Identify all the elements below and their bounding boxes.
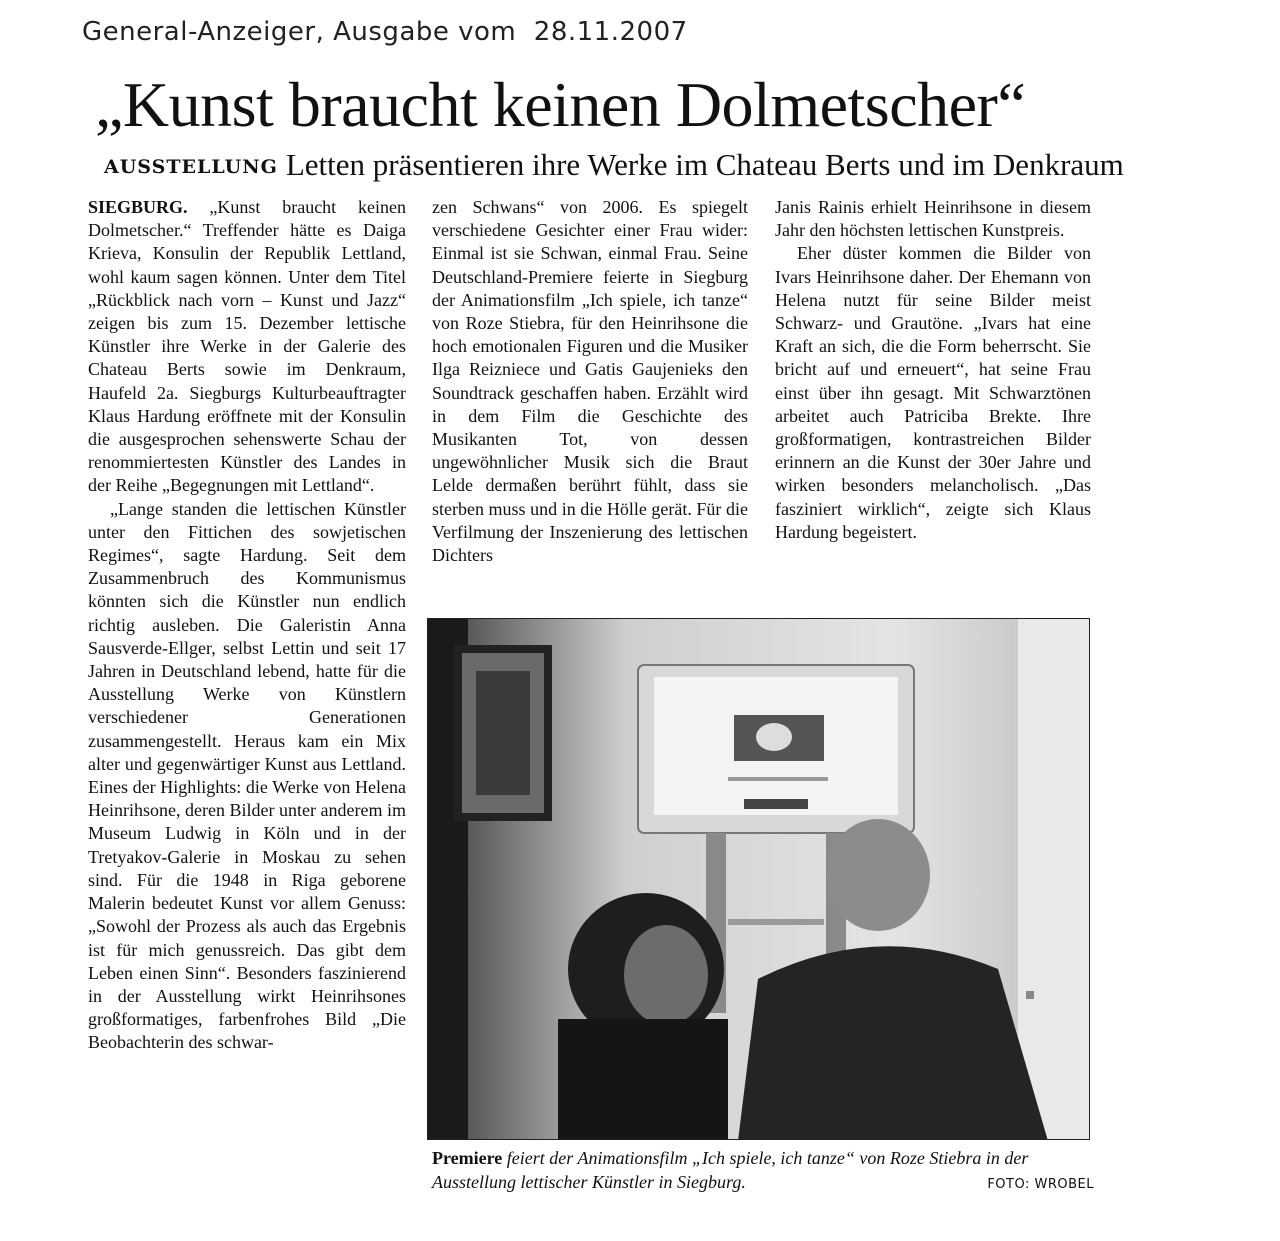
article-paragraph — [88, 196, 406, 498]
article-column-2 — [432, 196, 748, 567]
subheadline — [104, 147, 1124, 183]
subheadline-text: Letten präsentieren ihre Werke im Chateau Berts und im Denkraum — [285, 147, 1124, 182]
news-photo — [427, 618, 1090, 1140]
headline: „Kunst braucht keinen Dolmetscher“ — [95, 69, 1026, 140]
dateline: SIEGBURG. — [88, 197, 188, 217]
source-line: General-Anzeiger, Ausgabe vom 28.11.2007 — [82, 17, 688, 47]
caption-lead: Premiere — [432, 1148, 503, 1168]
paragraph-text: „Kunst braucht keinen Dolmetscher.“ Treffender hätte es Daiga Krieva, Konsulin der Republik Lettland, wohl kaum sagen können. Unter dem Titel „Rückblick nach vorn – Kunst und Jazz“ zeigen bis zum 15. Dezember lettische Künstler ihre Werke in der Galerie des Chateau Berts sowie im Denkraum, Haufeld 2a. Siegburgs Kulturbeauftragter Klaus Hardung eröffnete mit der Konsulin die ausgesprochen sehenswerte Schau der renommiertesten Künstler des Landes in der Reihe „Begegnungen mit Lettland“. — [88, 197, 406, 496]
photo-caption — [432, 1146, 1094, 1194]
section-kicker: AUSSTELLUNG — [104, 156, 278, 178]
article-column-3 — [775, 196, 1091, 544]
article-paragraph: zen Schwans“ von 2006. Es spiegelt verschiedene Gesichter einer Frau wider: Einmal ist sie Schwan, einmal Frau. Seine Deutschland-Premiere feierte in Siegburg der Animationsfilm „Ich spiele, ich tanze“ von Roze Stiebra, für den Heinrihsone die hoch emotionalen Figuren und die Musiker Ilga Reizniece und Gatis Gaujenieks den Soundtrack geschaffen haben. Erzählt wird in dem Film die Geschichte des Musikanten Tot, von dessen ungewöhnlicher Musik sich die Braut Lelde dermaßen berührt fühlt, dass sie sterben muss und in die Hölle gerät. Für die Verfilmung der Inszenierung des lettischen Dichters — [432, 197, 748, 566]
caption-text: feiert der Animationsfilm „Ich spiele, ich tanze“ von Roze Stiebra in der Ausstellung lettischer Künstler in Siegburg. — [432, 1148, 1029, 1192]
photo-credit: FOTO: WROBEL — [987, 1177, 1094, 1192]
article-paragraph: „Lange standen die lettischen Künstler unter den Fittichen des sowjetischen Regimes“, sagte Hardung. Seit dem Zusammenbruch des Kommunismus könnten sich die Künstler nun endlich richtig ausleben. Die Galeristin Anna Sausverde-Ellger, selbst Lettin und seit 17 Jahren in Deutschland lebend, hatte für die Ausstellung Werke von Künstlern verschiedener Generationen zusammengestellt. Heraus kam ein Mix alter und gegenwärtiger Kunst aus Lettland. Eines der Highlights: die Werke von Helena Heinrihsone, deren Bilder unter anderem im Museum Ludwig in Köln und in der Tretyakov-Galerie in Moskau zu sehen sind. Für die 1948 in Riga geborene Malerin bedeutet Kunst vor allem Genuss: „Sowohl der Prozess als auch das Ergebnis ist für mich genussreich. Das gibt dem Leben einen Sinn“. Besonders faszinierend in der Ausstellung wirkt Heinrihsones großformatiges, farbenfrohes Bild „Die Beobachterin des schwar- — [88, 498, 406, 1053]
photo-illustration — [428, 619, 1090, 1140]
article-paragraph: Eher düster kommen die Bilder von Ivars Heinrihsone daher. Der Ehemann von Helena nutzt für seine Bilder meist Schwarz- und Grautöne. „Ivars hat eine Kraft an sich, die die Form beherrscht. Sie bricht auf und erneuert“, hat seine Frau einst über ihn gesagt. Mit Schwarztönen arbeitet auch Patriciba Brekte. Ihre großformatigen, kontrastreichen Bilder erinnern an die Kunst der 30er Jahre und wirken besonders melancholisch. „Das fasziniert wirklich“, zeigte sich Klaus Hardung begeistert. — [775, 243, 1091, 542]
article-column-1 — [88, 196, 406, 1055]
article-paragraph: Janis Rainis erhielt Heinrihsone in diesem Jahr den höchsten lettischen Kunstpreis. — [775, 197, 1091, 241]
